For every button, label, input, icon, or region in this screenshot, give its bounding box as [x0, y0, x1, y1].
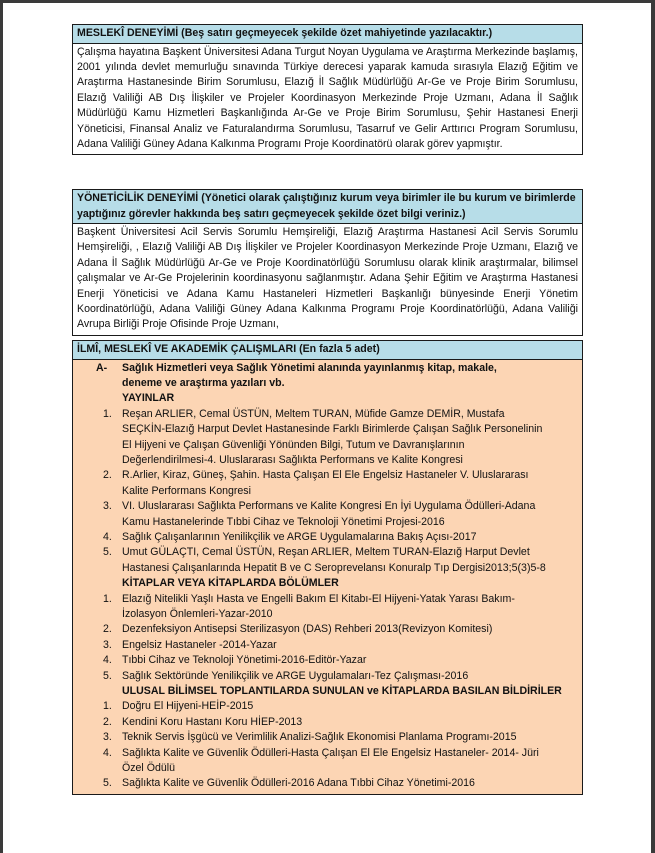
subsection-a: [77, 361, 578, 407]
list-item: [103, 638, 548, 653]
list-item: [103, 545, 548, 576]
list-item: [103, 776, 548, 791]
item-number: 1.: [103, 592, 112, 605]
item-number: 3.: [103, 731, 112, 744]
managerial-experience-header: YÖNETİCİLİK DENEYİMİ (Yönetici olarak çalıştığınız kurum veya birimler ile bu kurum ve birimlerde yaptığınız görevler hakkında beş satırı geçmeyecek şekilde özet bilgi veriniz.): [73, 190, 582, 224]
professional-experience-body: Çalışma hayatına Başkent Üniversitesi Adana Turgut Noyan Uygulama ve Araştırma Merkezinde başlamış, 2001 yılında devlet memurluğu sınavında Türkiye derecesi yaparak kamuda sırasıyla Elazığ Eğitim ve Araştırma Hastanesinde Birim Sorumlusu, Elazığ İl Sağlık Müdürlüğü Ar-Ge ve Proje Birim Sorumlusu, Elazığ Valiliği AB Dış İlişkiler ve Projeler Koordinasyon Merkezinde Proje Uzmanı, Adana İl Sağlık Müdürlüğü Kamu Hizmetleri Başkanlığında Ar-Ge ve Proje Birim Sorumlusu, Şehir Hastanesi Enerji Yöneticisi, Finansal Analiz ve Faturalandırma Sorumlusu, Tasarruf ve Gelir Arttırıcı Program Sorumlusu, Adana Valiliği Güney Adana Kalkınma Programı Proje Koordinatörü olarak görev yapmıştır.: [77, 45, 578, 150]
list-item: [103, 746, 548, 777]
item-text: Reşan ARLIER, Cemal ÜSTÜN, Meltem TURAN, Müfide Gamze DEMİR, Mustafa SEÇKİN-Elazığ Harput Devlet Hastanesinde Farklı Birimlerde Çalışan Sağlık Personelinin El Hijyeni ve Çalışan Güvenliği Yönünden Bilgi, Tutum ve Davranışlarının Değerlendirilmesi-4. Uluslararası Sağlıkta Performans ve Kalite Kongresi: [122, 407, 543, 466]
list-item: [103, 468, 548, 499]
list-item: [103, 499, 548, 530]
academic-works-section: [72, 340, 583, 795]
item-number: 3.: [103, 638, 112, 651]
item-number: 3.: [103, 500, 112, 513]
professional-experience-header: MESLEKÎ DENEYİMİ (Beş satırı geçmeyecek şekilde özet mahiyetinde yazılacaktır.): [73, 25, 582, 44]
list-item: [103, 730, 548, 745]
item-text: Sağlıkta Kalite ve Güvenlik Ödülleri-Hasta Çalışan El Ele Engelsiz Hastaneler- 2014- Jüri Özel Ödülü: [122, 746, 539, 775]
list-item: [103, 699, 548, 714]
academic-works-header: İLMÎ, MESLEKÎ VE AKADEMİK ÇALIŞMLARI (En fazla 5 adet): [73, 341, 582, 360]
item-number: 4.: [103, 530, 112, 543]
item-text: Sağlık Çalışanlarının Yenilikçilik ve ARGE Uygulamalarına Bakış Açısı-2017: [122, 530, 477, 543]
document-page: [3, 3, 651, 853]
item-number: 4.: [103, 654, 112, 667]
books-list: [77, 592, 578, 684]
item-text: Engelsiz Hastaneler -2014-Yazar: [122, 638, 277, 651]
list-item: [103, 407, 548, 469]
academic-works-body: [73, 360, 582, 794]
managerial-experience-section: [72, 189, 583, 336]
item-number: 1.: [103, 407, 112, 420]
item-text: Umut GÜLAÇTI, Cemal ÜSTÜN, Reşan ARLIER, Meltem TURAN-Elazığ Harput Devlet Hastanesi Çalışanlarında Hepatit B ve C Seroprevelansı Konuralp Tıp Dergisi2013;5(3)5-8: [122, 546, 546, 574]
item-number: 4.: [103, 746, 112, 759]
managerial-experience-body: Başkent Üniversitesi Acil Servis Sorumlu Hemşireliği, Elazığ Araştırma Hastanesi Acil Servis Sorumlu Hemşireliği, , Elazığ Valiliği AB Dış İlişkiler ve Projeler Koordinasyon Merkezinde Proje Uzmanı, Elazığ ve Adana İl Sağlık Müdürlüğü Ar-Ge ve Proje Koordinatörlüğü Sorumlusu olarak klinik araştırmalar, bilimsel çalışmalar ve Ar-Ge Projelerinin koordinasyonu sağlanmıştır. Adana Şehir Eğitim ve Araştırma Hastanesi Enerji Yöneticisi ve Adana Kamu Hastaneleri Hizmetleri Başkanlığı bünyesinde Enerji Yönetim Koordinatörlüğü, Adana Valiliği Güney Adana Kalkınma Programı Proje Koordinatörlüğü, Adana Valiliği Avrupa Birliği Proje Ofisinde Proje Uzmanı,: [77, 226, 578, 331]
item-number: 1.: [103, 700, 112, 713]
subsection-a-description: Sağlık Hizmetleri veya Sağlık Yönetimi alanında yayınlanmış kitap, makale, deneme ve araştırma yazıları vb.: [122, 361, 497, 389]
item-number: 2.: [103, 715, 112, 728]
item-number: 2.: [103, 623, 112, 636]
list-item: [103, 715, 548, 730]
item-text: Sağlıkta Kalite ve Güvenlik Ödülleri-2016 Adana Tıbbi Cihaz Yönetimi-2016: [122, 777, 475, 790]
item-text: R.Arlier, Kiraz, Güneş, Şahin. Hasta Çalışan El Ele Engelsiz Hastaneler V. Uluslararası Kalite Performans Kongresi: [122, 469, 529, 497]
item-number: 5.: [103, 669, 112, 682]
item-text: Dezenfeksiyon Antisepsi Sterilizasyon (DAS) Rehberi 2013(Revizyon Komitesi): [122, 623, 493, 636]
list-item: [103, 669, 548, 684]
item-number: 5.: [103, 546, 112, 559]
professional-experience-section: [72, 24, 583, 155]
list-item: [103, 530, 548, 545]
papers-list: [77, 699, 578, 791]
list-item: [103, 622, 548, 637]
item-text: Kendini Koru Hastanı Koru HİEP-2013: [122, 715, 303, 728]
item-text: Tıbbi Cihaz ve Teknoloji Yönetimi-2016-Editör-Yazar: [122, 654, 367, 667]
item-number: 5.: [103, 777, 112, 790]
publications-title: YAYINLAR: [122, 392, 175, 405]
list-item: [103, 653, 548, 668]
item-text: Teknik Servis İşgücü ve Verimlilik Analizi-Sağlık Ekonomisi Planlama Programı-2015: [122, 731, 517, 744]
item-text: VI. Uluslararası Sağlıkta Performans ve Kalite Kongresi En İyi Uygulama Ödülleri-Adana Kamu Hastanelerinde Tıbbi Cihaz ve Teknoloji Yönetimi Projesi-2016: [122, 500, 536, 528]
item-text: Sağlık Sektöründe Yenilikçilik ve ARGE Uygulamaları-Tez Çalışması-2016: [122, 669, 469, 682]
publications-list: [77, 407, 578, 576]
item-number: 2.: [103, 469, 112, 482]
subsection-a-text: [122, 361, 578, 407]
subsection-a-letter: A-: [96, 361, 108, 374]
books-title: KİTAPLAR VEYA KİTAPLARDA BÖLÜMLER: [122, 577, 339, 590]
papers-title: ULUSAL BİLİMSEL TOPLANTILARDA SUNULAN ve KİTAPLARDA BASILAN BİLDİRİLER: [122, 685, 562, 698]
item-text: Elazığ Nitelikli Yaşlı Hasta ve Engelli Bakım El Kitabı-El Hijyeni-Yatak Yarası Bakım-İzolasyon Önlemleri-Yazar-2010: [122, 592, 515, 620]
item-text: Doğru El Hijyeni-HEİP-2015: [122, 700, 254, 713]
list-item: [103, 592, 548, 623]
